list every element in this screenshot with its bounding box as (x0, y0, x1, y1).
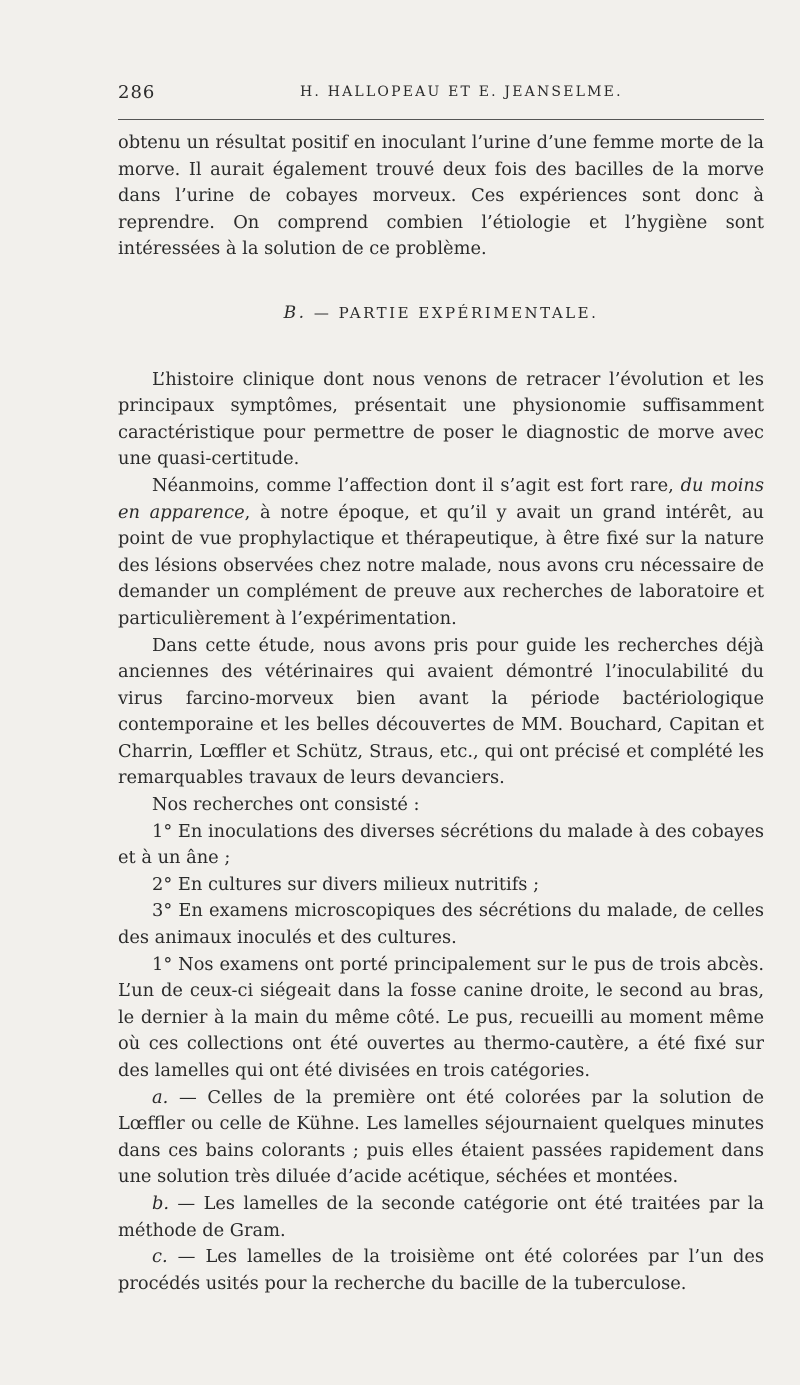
section-letter: B. (283, 302, 307, 323)
paragraph-continuation: obtenu un résultat positif en inoculant l’urine d’une femme morte de la morve. Il aurait également trouvé deux fois des bacilles de la morve dans l’urine de cobayes morveux. Ces expériences sont donc à reprendre. On comprend combien l’étiologie et l’hygiène sont intéressées à la solution de ce problème. (118, 132, 764, 260)
paragraph: Dans cette étude, nous avons pris pour guide les recherches déjà anciennes des vétérinaires qui avaient démontré l’inoculabilité du virus farcino-morveux bien avant la période bactériologique contemporaine et les belles découvertes de MM. Bouchard, Capitan et Charrin, Lœffler et Schütz, Straus, etc., qui ont précisé et complété les remarquables travaux de leurs devanciers. (118, 634, 764, 789)
list-item: 1° En inoculations des diverses sécrétions du malade à des cobayes et à un âne ; (118, 820, 764, 869)
paragraph-text: , à notre époque, et qu’il y avait un grand intérêt, au point de vue prophylactique et thérapeutique, à être fixé sur la nature des lésions observées chez notre malade, nous avons cru nécessaire de demander un complément de preuve aux recherches de laboratoire et particulièrement à l’expérimentation. (118, 501, 764, 629)
paragraph: 1° Nos examens ont porté principalement sur le pus de trois abcès. L’un de ceux-ci siégeait dans la fosse canine droite, le second au bras, le dernier à la main du même côté. Le pus, recueilli au moment même où ces collections ont été ouvertes au thermo-cautère, a été fixé sur des lamelles qui ont été divisées en trois catégories. (118, 953, 764, 1081)
paragraph: Nos recherches ont consisté : (152, 794, 420, 816)
sub-item-c (118, 1244, 764, 1297)
sub-item-a (118, 1085, 764, 1191)
page-number: 286 (118, 82, 156, 103)
item-label: b. (152, 1192, 170, 1214)
page-header (118, 82, 764, 106)
item-text: — Les lamelles de la seconde catégorie ont été traitées par la méthode de Gram. (118, 1192, 764, 1241)
emphasis-text: du moins en apparence (118, 474, 764, 523)
section-heading (118, 300, 764, 327)
item-label: a. (152, 1086, 169, 1108)
item-text: — Les lamelles de la troisième ont été colorées par l’un des procédés usités pour la recherche du bacille de la tuberculose. (118, 1246, 764, 1294)
paragraph (118, 473, 764, 633)
sub-item-b (118, 1191, 764, 1244)
running-head: H. HALLOPEAU ET E. JEANSELME. (300, 84, 623, 100)
section-dash: — (306, 303, 339, 322)
list-item: 3° En examens microscopiques des sécrétions du malade, de celles des animaux inoculés et des cultures. (118, 900, 764, 949)
item-text: — Celles de la première ont été colorées par la solution de Lœffler ou celle de Kühne. Les lamelles séjournaient quelques minutes dans ces bains colorants ; puis elles étaient passées rapidement dans une solution très diluée d’acide acétique, séchées et montées. (118, 1086, 764, 1188)
list-item: 2° En cultures sur divers milieux nutritifs ; (152, 873, 540, 895)
item-label: c. (152, 1246, 168, 1268)
paragraph-text: Néanmoins, comme l’affection dont il s’agit est fort rare, (152, 474, 681, 496)
section-title: PARTIE EXPÉRIMENTALE. (338, 303, 599, 322)
paragraph: L’histoire clinique dont nous venons de retracer l’évolution et les principaux symptômes, présentait une physionomie suffisamment caractéristique pour permettre de poser le diagnostic de morve avec une quasi-certitude. (118, 368, 764, 470)
body-text (118, 130, 764, 1297)
header-rule (118, 119, 764, 120)
